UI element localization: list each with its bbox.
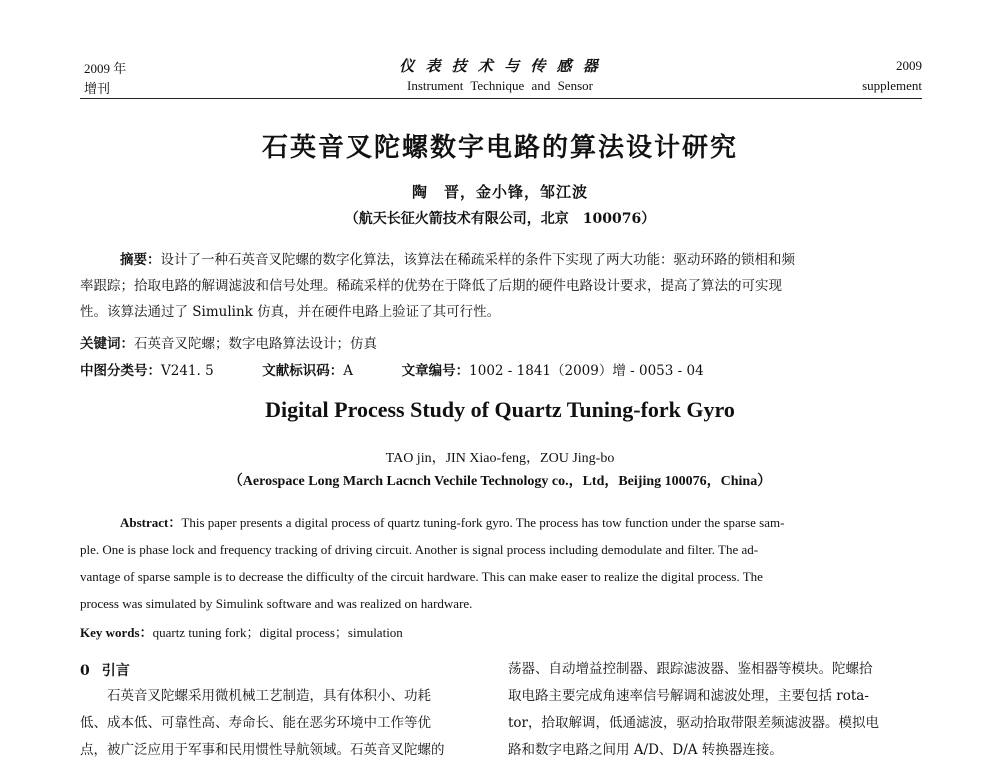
authors-en: TAO jin，JIN Xiao-feng，ZOU Jing-bo (385, 451, 615, 466)
abstract-en-line: process was simulated by Simulink software and was realized on hardware. (80, 596, 473, 611)
abstract-en-line: ple. One is phase lock and frequency tracking of driving circuit. Another is signal process including demodulate and filter. The ad- (80, 542, 759, 557)
paper-title-en: Digital Process Study of Quartz Tuning-fork Gyro (265, 397, 735, 422)
keywords-en-text: quartz tuning fork；digital process；simulation (152, 625, 403, 640)
body-line: 取电路主要完成角速率信号解调和滤波处理，主要包括 rota- (508, 688, 869, 704)
abstract-cn-line: 率跟踪；拾取电路的解调滤波和信号处理。稀疏采样的优势在于降低了后期的硬件电路设计要求，提高了算法的可实现 (80, 278, 782, 294)
body-column-right (508, 656, 923, 764)
header-issue-right: supplement (862, 78, 922, 93)
journal-title-en: Instrument Technique and Sensor (407, 78, 593, 93)
abstract-cn-label: 摘要： (120, 252, 161, 268)
section-heading (80, 660, 130, 680)
journal-title-cn: 仪 表 技 术 与 传 感 器 (399, 57, 601, 75)
section-title: 引言 (101, 663, 130, 679)
doc-code-label: 文献标识码： (262, 363, 344, 379)
header-issue-left: 增刊 (84, 82, 111, 97)
keywords-en-label: Key words： (80, 625, 153, 640)
keywords-en (80, 622, 403, 641)
header-year-left: 2009 年 (84, 61, 127, 76)
body-line: 点，被广泛应用于军事和民用惯性导航领域。石英音叉陀螺的 (80, 742, 445, 758)
header-rule (80, 98, 922, 99)
doc-code-value: A (343, 363, 354, 379)
authors-cn: 陶 晋，金小锋，邹江波 (411, 183, 588, 201)
body-column-left (80, 683, 495, 764)
abstract-en-label: Abstract： (120, 515, 182, 530)
body-line: 路和数字电路之间用 A/D、D/A 转换器连接。 (508, 742, 783, 758)
body-line: 荡器、自动增益控制器、跟踪滤波器、鉴相器等模块。陀螺拾 (508, 661, 873, 677)
affiliation-en: （Aerospace Long March Lacnch Vechile Technology co.，Ltd，Beijing 100076，China） (228, 474, 772, 489)
article-no-value: 1002 - 1841（2009）增 - 0053 - 04 (469, 363, 704, 379)
abstract-cn-line: 设计了一种石英音叉陀螺的数字化算法，该算法在稀疏采样的条件下实现了两大功能：驱动环路的锁相和频 (160, 252, 795, 268)
classification-line (80, 359, 704, 379)
keywords-cn-label: 关键词： (80, 336, 134, 352)
section-number: 0 (80, 663, 90, 679)
abstract-cn (80, 247, 922, 325)
header-year-right: 2009 (896, 58, 922, 73)
body-line: 低、成本低、可靠性高、寿命长、能在恶劣环境中工作等优 (80, 715, 431, 731)
affiliation-cn: （航天长征火箭技术有限公司，北京 100076） (344, 211, 656, 227)
abstract-en-line: This paper presents a digital process of quartz tuning-fork gyro. The process has tow function under the sparse sam- (181, 515, 785, 530)
paper-title-cn: 石英音叉陀螺数字电路的算法设计研究 (261, 133, 738, 163)
keywords-cn (80, 332, 377, 352)
clc-value: V241. 5 (161, 363, 214, 379)
abstract-en (80, 509, 922, 617)
abstract-cn-line: 性。该算法通过了 Simulink 仿真，并在硬件电路上验证了其可行性。 (80, 304, 501, 320)
body-line: 石英音叉陀螺采用微机械工艺制造，具有体积小、功耗 (107, 688, 431, 704)
body-line: tor，拾取解调，低通滤波，驱动拾取带限差频滤波器。模拟电 (508, 715, 880, 731)
abstract-en-line: vantage of sparse sample is to decrease the difficulty of the circuit hardware. This can make easer to realize the digital process. The (80, 569, 763, 584)
article-no-label: 文章编号： (401, 363, 470, 379)
keywords-cn-text: 石英音叉陀螺；数字电路算法设计；仿真 (134, 336, 377, 352)
clc-label: 中图分类号： (80, 363, 161, 379)
